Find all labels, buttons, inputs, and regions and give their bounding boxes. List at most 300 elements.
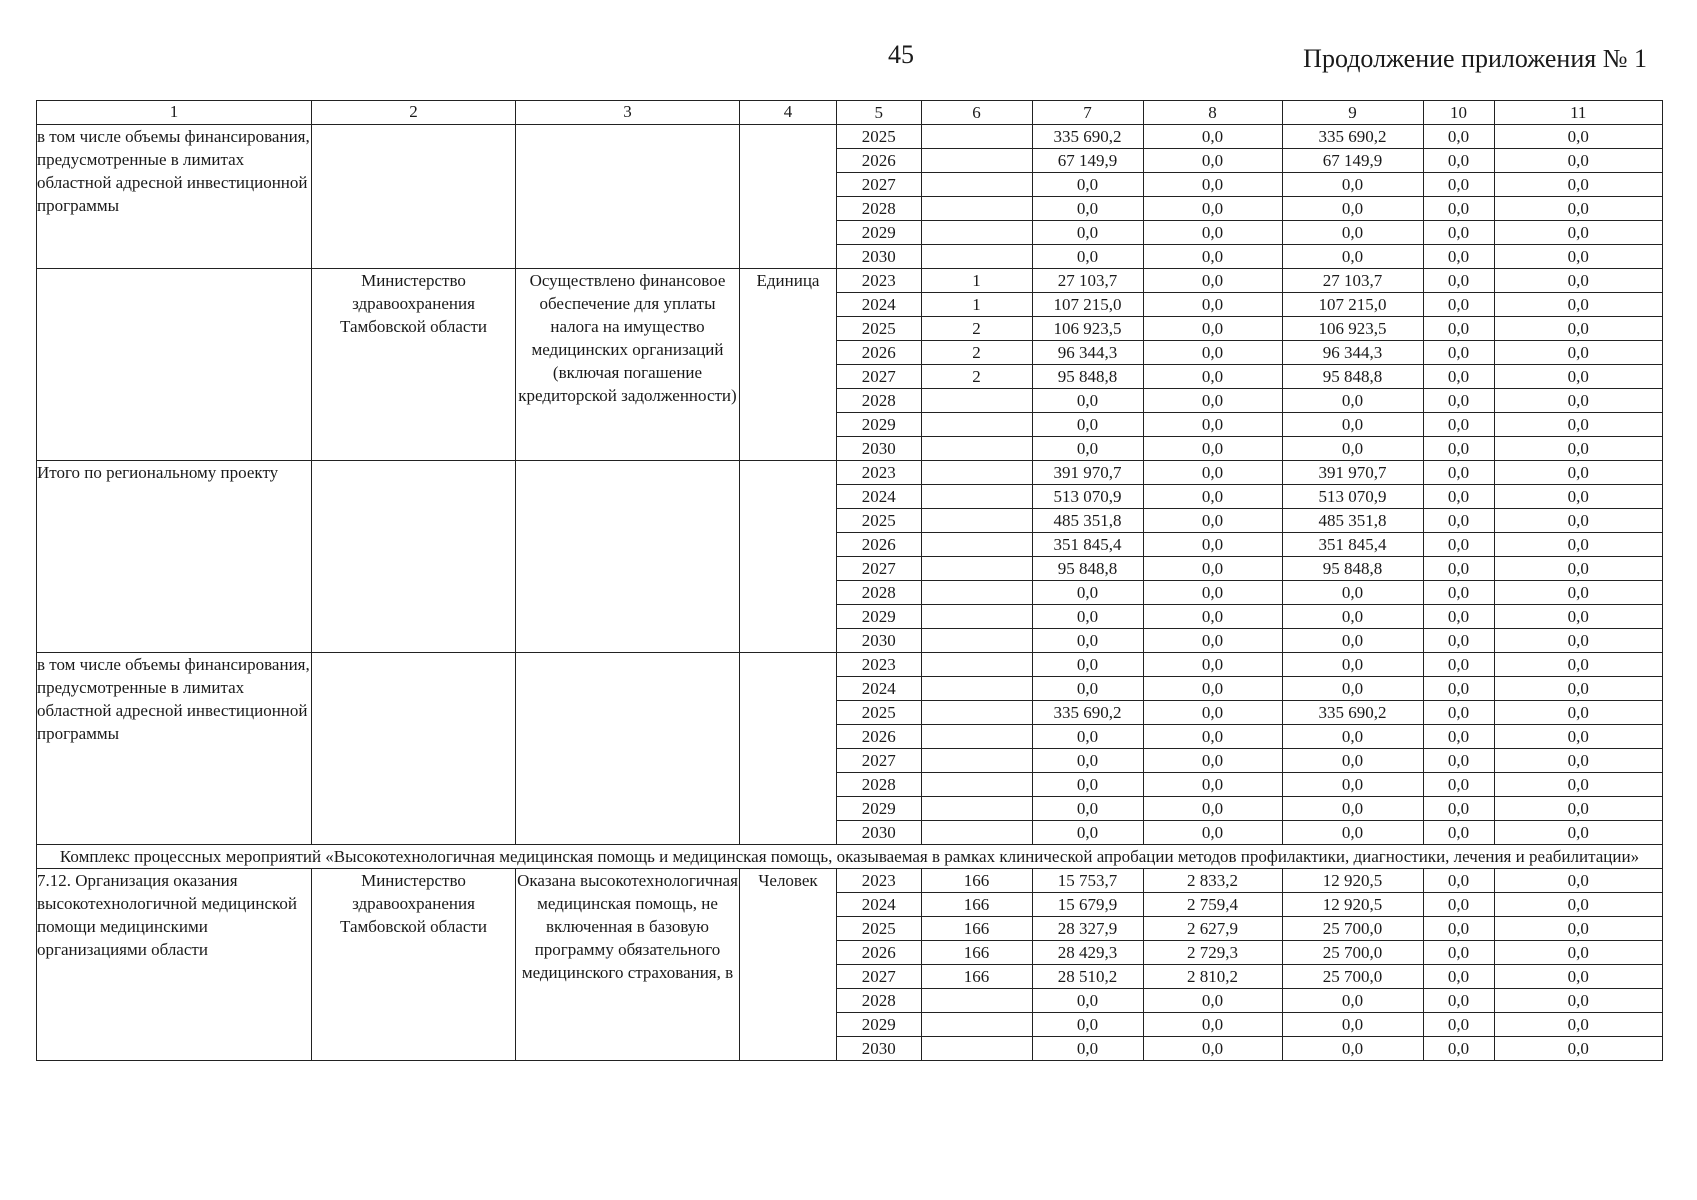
column-header: 1 [37, 101, 312, 125]
section-row [37, 845, 1663, 869]
year-values [837, 653, 1663, 845]
value-cell: 0,0 [1143, 725, 1282, 749]
value-cell: 0,0 [1423, 869, 1494, 893]
value-cell: 0,0 [1143, 221, 1282, 245]
value-cell: 0,0 [1032, 989, 1143, 1013]
value-cell: 0,0 [1032, 389, 1143, 413]
year-row [837, 125, 1662, 149]
year-row [837, 437, 1662, 461]
value-cell: 27 103,7 [1032, 269, 1143, 293]
value-cell: 0,0 [1282, 989, 1423, 1013]
value-cell: 96 344,3 [1282, 341, 1423, 365]
value-cell: 335 690,2 [1032, 125, 1143, 149]
value-cell: 513 070,9 [1282, 485, 1423, 509]
value-cell: 0,0 [1423, 413, 1494, 437]
year-cell: 2030 [837, 629, 921, 653]
year-cell: 2028 [837, 581, 921, 605]
responsible-cell [312, 461, 516, 653]
year-cell: 2030 [837, 245, 921, 269]
value-cell [921, 245, 1032, 269]
value-cell: 0,0 [1494, 893, 1662, 917]
column-header: 8 [1143, 101, 1282, 124]
value-cell: 166 [921, 941, 1032, 965]
year-cell: 2024 [837, 893, 921, 917]
value-cell: 95 848,8 [1032, 557, 1143, 581]
year-row [837, 941, 1662, 965]
value-cell [921, 221, 1032, 245]
value-cell: 0,0 [1494, 941, 1662, 965]
value-cell: 0,0 [1494, 197, 1662, 221]
value-cell: 0,0 [1143, 437, 1282, 461]
responsible-cell: Министерство здравоохранения Тамбовской области [312, 869, 516, 1061]
value-cell: 0,0 [1423, 749, 1494, 773]
value-cell: 0,0 [1143, 317, 1282, 341]
value-cell [921, 677, 1032, 701]
value-cell: 0,0 [1423, 1013, 1494, 1037]
value-cell: 0,0 [1143, 125, 1282, 149]
value-cell: 0,0 [1423, 821, 1494, 845]
value-cell: 0,0 [1423, 197, 1494, 221]
value-cell: 0,0 [1282, 629, 1423, 653]
value-cell: 0,0 [1567, 1039, 1589, 1058]
year-cell: 2023 [837, 653, 921, 677]
value-cell [921, 989, 1032, 1013]
year-cell: 2027 [837, 965, 921, 989]
value-cell: 0,0 [1494, 797, 1662, 821]
value-cell: 0,0 [1423, 677, 1494, 701]
value-cell: 0,0 [1423, 965, 1494, 989]
year-cell: 2029 [837, 413, 921, 437]
value-cell: 0,0 [1494, 413, 1662, 437]
value-cell [921, 509, 1032, 533]
block-row [37, 869, 1663, 1061]
year-row [837, 413, 1662, 437]
page-heading: Продолжение приложения № 1 [1303, 44, 1647, 73]
year-cell: 2026 [837, 725, 921, 749]
value-cell: 0,0 [1143, 509, 1282, 533]
year-row [837, 509, 1662, 533]
value-cell: 0,0 [1494, 965, 1662, 989]
year-row [837, 581, 1662, 605]
value-cell: 0,0 [1423, 773, 1494, 797]
value-cell: 25 700,0 [1282, 965, 1423, 989]
block-label: в том числе объемы финансирования, предусмотренные в лимитах областной адресной инвестиционной программы [37, 653, 312, 845]
year-row [837, 197, 1662, 221]
year-cell: 2029 [837, 221, 921, 245]
value-cell: 166 [921, 965, 1032, 989]
year-cell: 2027 [837, 557, 921, 581]
year-row [837, 485, 1662, 509]
value-cell: 0,0 [1494, 149, 1662, 173]
value-cell: 0,0 [1282, 605, 1423, 629]
year-cell: 2030 [837, 821, 921, 845]
value-cell: 0,0 [1282, 821, 1423, 845]
value-cell: 166 [921, 893, 1032, 917]
value-cell [921, 197, 1032, 221]
value-cell [921, 437, 1032, 461]
value-cell [921, 821, 1032, 845]
value-cell: 0,0 [1143, 701, 1282, 725]
value-cell: 0,0 [1423, 725, 1494, 749]
value-cell [921, 389, 1032, 413]
column-number-row [37, 101, 1663, 125]
value-cell: 0,0 [1423, 173, 1494, 197]
year-row [837, 725, 1662, 749]
value-cell: 0,0 [1032, 221, 1143, 245]
value-cell: 2 [921, 341, 1032, 365]
value-cell: 0,0 [1143, 365, 1282, 389]
year-values-table [837, 653, 1662, 844]
value-cell: 28 510,2 [1032, 965, 1143, 989]
value-cell: 0,0 [1423, 917, 1494, 941]
value-cell: 0,0 [1494, 1013, 1662, 1037]
value-cell [921, 461, 1032, 485]
year-cell: 2028 [837, 989, 921, 1013]
value-cell: 25 700,0 [1282, 941, 1423, 965]
value-cell: 2 627,9 [1143, 917, 1282, 941]
value-cell: 0,0 [1494, 869, 1662, 893]
value-cell: 95 848,8 [1282, 557, 1423, 581]
value-cell: 67 149,9 [1032, 149, 1143, 173]
year-values [837, 269, 1663, 461]
value-cell: 0,0 [1494, 389, 1662, 413]
value-cell: 0,0 [1143, 173, 1282, 197]
value-cell: 1 [921, 269, 1032, 293]
year-cell: 2028 [837, 197, 921, 221]
value-cell [921, 701, 1032, 725]
value-cell: 27 103,7 [1282, 269, 1423, 293]
value-cell: 0,0 [1032, 821, 1143, 845]
financing-table [36, 100, 1663, 1061]
value-cell: 0,0 [1143, 677, 1282, 701]
value-cell: 0,0 [1494, 677, 1662, 701]
year-row [837, 533, 1662, 557]
block-row [37, 461, 1663, 653]
value-cell: 0,0 [1143, 197, 1282, 221]
year-cell: 2028 [837, 773, 921, 797]
column-header-inner [837, 101, 1662, 124]
value-cell: 0,0 [1032, 749, 1143, 773]
value-cell: 28 327,9 [1032, 917, 1143, 941]
year-cell: 2024 [837, 677, 921, 701]
value-cell: 25 700,0 [1282, 917, 1423, 941]
value-cell: 0,0 [1423, 1037, 1494, 1061]
value-cell: 0,0 [1032, 245, 1143, 269]
year-row [837, 797, 1662, 821]
value-cell: 0,0 [1423, 701, 1494, 725]
value-cell [921, 1013, 1032, 1037]
unit-cell: Единица [740, 269, 837, 461]
year-row [837, 341, 1662, 365]
year-values [837, 125, 1663, 269]
value-cell: 351 845,4 [1032, 533, 1143, 557]
value-cell: 0,0 [1423, 653, 1494, 677]
block-label: Итого по региональному проекту [37, 461, 312, 653]
column-header: 7 [1032, 101, 1143, 124]
year-cell: 2023 [837, 869, 921, 893]
value-cell: 0,0 [1143, 605, 1282, 629]
year-cell: 2027 [837, 749, 921, 773]
year-row [837, 989, 1662, 1013]
value-cell: 0,0 [1032, 1013, 1143, 1037]
value-cell: 0,0 [1494, 725, 1662, 749]
year-values-table [837, 125, 1662, 268]
column-header: 9 [1282, 101, 1423, 124]
value-cell: 12 920,5 [1282, 893, 1423, 917]
value-cell: 391 970,7 [1282, 461, 1423, 485]
year-row [837, 389, 1662, 413]
value-cell: 0,0 [1567, 631, 1589, 650]
value-cell: 0,0 [1143, 293, 1282, 317]
value-cell: 2 [921, 365, 1032, 389]
year-values [837, 869, 1663, 1061]
value-cell [921, 749, 1032, 773]
value-cell: 0,0 [1282, 653, 1423, 677]
value-cell: 0,0 [1143, 533, 1282, 557]
result-cell [516, 461, 740, 653]
year-row [837, 221, 1662, 245]
value-cell: 0,0 [1423, 365, 1494, 389]
year-cell: 2026 [837, 533, 921, 557]
value-cell: 0,0 [1423, 341, 1494, 365]
value-cell: 0,0 [1423, 989, 1494, 1013]
value-cell: 0,0 [1032, 653, 1143, 677]
value-cell [921, 485, 1032, 509]
value-cell [921, 797, 1032, 821]
value-cell: 0,0 [1282, 773, 1423, 797]
year-row [837, 749, 1662, 773]
value-cell [921, 125, 1032, 149]
year-cell: 2025 [837, 917, 921, 941]
value-cell: 0,0 [1494, 533, 1662, 557]
value-cell: 0,0 [1423, 125, 1494, 149]
column-header: 3 [516, 101, 740, 125]
value-cell: 0,0 [1423, 941, 1494, 965]
value-cell: 0,0 [1282, 749, 1423, 773]
value-cell: 0,0 [1282, 581, 1423, 605]
value-cell: 0,0 [1494, 989, 1662, 1013]
column-header-group [837, 101, 1663, 125]
value-cell: 0,0 [1494, 581, 1662, 605]
year-row [837, 557, 1662, 581]
value-cell: 166 [921, 917, 1032, 941]
result-cell: Оказана высокотехнологичная медицинская помощь, не включенная в базовую программу обязательного медицинского страхования, в [516, 869, 740, 1061]
value-cell: 0,0 [1494, 365, 1662, 389]
year-cell: 2025 [837, 317, 921, 341]
value-cell: 485 351,8 [1032, 509, 1143, 533]
value-cell: 0,0 [1423, 509, 1494, 533]
value-cell: 0,0 [1423, 149, 1494, 173]
block-label: в том числе объемы финансирования, предусмотренные в лимитах областной адресной инвестиционной программы [37, 125, 312, 269]
value-cell: 0,0 [1423, 581, 1494, 605]
year-cell: 2029 [837, 797, 921, 821]
value-cell: 0,0 [1494, 221, 1662, 245]
year-row [837, 893, 1662, 917]
year-row [837, 653, 1662, 677]
value-cell: 0,0 [1494, 341, 1662, 365]
value-cell: 0,0 [1143, 629, 1282, 653]
column-header: 2 [312, 101, 516, 125]
year-cell: 2025 [837, 125, 921, 149]
result-cell [516, 125, 740, 269]
year-cell: 2023 [837, 461, 921, 485]
value-cell: 0,0 [1494, 509, 1662, 533]
value-cell: 0,0 [1494, 293, 1662, 317]
responsible-cell [312, 653, 516, 845]
year-values-table [837, 269, 1662, 460]
value-cell [921, 557, 1032, 581]
value-cell: 0,0 [1282, 173, 1423, 197]
year-row [837, 701, 1662, 725]
value-cell: 335 690,2 [1282, 701, 1423, 725]
unit-cell [740, 653, 837, 845]
year-row [837, 869, 1662, 893]
block-label: 7.12. Организация оказания высокотехнологичной медицинской помощи медицинскими организациями области [37, 869, 312, 1061]
value-cell: 0,0 [1423, 269, 1494, 293]
value-cell [921, 1037, 1032, 1061]
year-row [837, 173, 1662, 197]
value-cell: 0,0 [1494, 461, 1662, 485]
value-cell: 0,0 [1423, 437, 1494, 461]
year-cell: 2030 [837, 437, 921, 461]
year-cell: 2026 [837, 341, 921, 365]
value-cell: 351 845,4 [1282, 533, 1423, 557]
page-number: 45 [888, 40, 914, 69]
year-cell: 2026 [837, 941, 921, 965]
value-cell: 0,0 [1143, 269, 1282, 293]
value-cell: 0,0 [1143, 557, 1282, 581]
value-cell: 0,0 [1143, 797, 1282, 821]
year-row [837, 365, 1662, 389]
year-cell: 2024 [837, 293, 921, 317]
value-cell: 0,0 [1423, 797, 1494, 821]
block-row [37, 125, 1663, 269]
result-cell [516, 653, 740, 845]
block-label [37, 269, 312, 461]
value-cell: 0,0 [1143, 1013, 1282, 1037]
value-cell: 0,0 [1032, 677, 1143, 701]
value-cell [921, 173, 1032, 197]
value-cell [921, 533, 1032, 557]
year-row [837, 149, 1662, 173]
year-row [837, 317, 1662, 341]
value-cell: 0,0 [1282, 1037, 1423, 1061]
value-cell: 0,0 [1423, 533, 1494, 557]
year-row [837, 773, 1662, 797]
value-cell: 0,0 [1143, 389, 1282, 413]
value-cell: 67 149,9 [1282, 149, 1423, 173]
value-cell: 0,0 [1423, 557, 1494, 581]
value-cell: 0,0 [1032, 773, 1143, 797]
value-cell: 107 215,0 [1282, 293, 1423, 317]
value-cell: 513 070,9 [1032, 485, 1143, 509]
value-cell [921, 773, 1032, 797]
value-cell: 335 690,2 [1282, 125, 1423, 149]
column-header: 6 [921, 101, 1032, 124]
year-values-table [837, 461, 1662, 652]
value-cell: 0,0 [1143, 341, 1282, 365]
year-row [837, 1013, 1662, 1037]
value-cell: 0,0 [1494, 125, 1662, 149]
value-cell: 0,0 [1423, 893, 1494, 917]
year-values-table [837, 869, 1662, 1060]
value-cell: 0,0 [1032, 629, 1143, 653]
value-cell: 0,0 [1032, 581, 1143, 605]
value-cell: 0,0 [1494, 701, 1662, 725]
value-cell: 2 729,3 [1143, 941, 1282, 965]
value-cell: 485 351,8 [1282, 509, 1423, 533]
value-cell [921, 629, 1032, 653]
year-cell: 2024 [837, 485, 921, 509]
year-row [837, 821, 1662, 845]
value-cell: 0,0 [1494, 917, 1662, 941]
year-row [837, 917, 1662, 941]
value-cell: 0,0 [1032, 437, 1143, 461]
value-cell: 106 923,5 [1282, 317, 1423, 341]
value-cell: 95 848,8 [1282, 365, 1423, 389]
year-row [837, 965, 1662, 989]
value-cell: 96 344,3 [1032, 341, 1143, 365]
value-cell: 0,0 [1494, 173, 1662, 197]
value-cell: 0,0 [1032, 197, 1143, 221]
value-cell: 0,0 [1494, 485, 1662, 509]
value-cell: 0,0 [1143, 581, 1282, 605]
year-row [837, 461, 1662, 485]
value-cell: 0,0 [1282, 245, 1423, 269]
year-row [837, 269, 1662, 293]
year-cell: 2025 [837, 509, 921, 533]
year-row [837, 1037, 1662, 1061]
value-cell [921, 581, 1032, 605]
value-cell: 0,0 [1143, 149, 1282, 173]
year-row [837, 293, 1662, 317]
value-cell: 0,0 [1567, 247, 1589, 266]
value-cell: 0,0 [1143, 653, 1282, 677]
responsible-cell [312, 125, 516, 269]
value-cell: 0,0 [1494, 773, 1662, 797]
year-cell: 2027 [837, 365, 921, 389]
value-cell: 0,0 [1423, 461, 1494, 485]
value-cell: 0,0 [1143, 485, 1282, 509]
year-cell: 2026 [837, 149, 921, 173]
year-row [837, 605, 1662, 629]
value-cell: 0,0 [1143, 413, 1282, 437]
value-cell: 107 215,0 [1032, 293, 1143, 317]
value-cell: 0,0 [1282, 677, 1423, 701]
responsible-cell: Министерство здравоохранения Тамбовской области [312, 269, 516, 461]
value-cell [921, 605, 1032, 629]
value-cell: 0,0 [1143, 1037, 1282, 1061]
value-cell: 28 429,3 [1032, 941, 1143, 965]
column-header: 11 [1570, 103, 1587, 122]
value-cell: 106 923,5 [1032, 317, 1143, 341]
unit-cell: Человек [740, 869, 837, 1061]
value-cell: 0,0 [1567, 439, 1589, 458]
value-cell: 0,0 [1032, 413, 1143, 437]
value-cell: 0,0 [1282, 1013, 1423, 1037]
value-cell: 2 810,2 [1143, 965, 1282, 989]
value-cell: 0,0 [1032, 725, 1143, 749]
value-cell: 0,0 [1143, 245, 1282, 269]
value-cell: 0,0 [1494, 269, 1662, 293]
value-cell: 0,0 [1143, 989, 1282, 1013]
year-row [837, 677, 1662, 701]
value-cell: 0,0 [1494, 557, 1662, 581]
value-cell: 0,0 [1423, 485, 1494, 509]
value-cell: 95 848,8 [1032, 365, 1143, 389]
value-cell: 166 [921, 869, 1032, 893]
value-cell: 0,0 [1423, 293, 1494, 317]
